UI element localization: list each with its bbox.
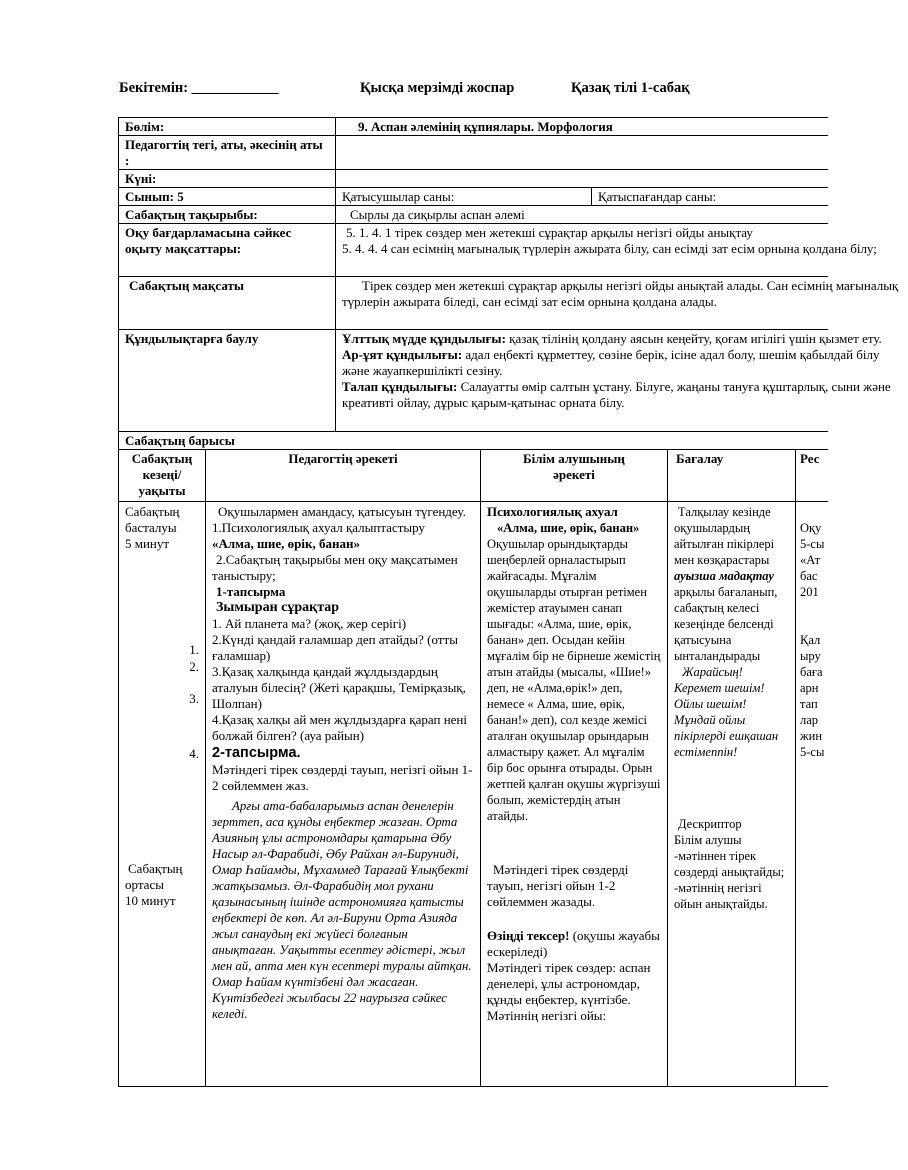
teacher-value xyxy=(336,136,828,169)
lesson-plan-table xyxy=(118,117,899,1087)
progress-title: Сабақтың барысы xyxy=(125,433,235,448)
date-value xyxy=(336,170,828,187)
student-activity-column: Психологиялық ахуал «Алма, шие, өрік, банан» Оқушылар орындықтарды шеңберлей орналастырып жайғасады. Мұғалім оқушыларды отырған ретімен жемістер атауымен санап шығады: «Алма, шие, өрік, банан» деп. Осыдан кейін мұғалім бір не бірнеше жемістің атын атайды (мысалы, «Шие!» деп, не «Алма,өрік!» деп, немесе « Алма, шие, өрік, банан!» деп), сол кезде жемісі аталған оқушылар орындарын алмастыру қажет. Ал мұғалім бір бос орынға отырады. Орын жетпей қалған оқушы жүргізуші болып, жемістердің атын атайды. Мәтіндегі тірек сөздерді тауып, негізгі ойын 1-2 сөйлеммен жазады. Өзіңді тексер! (оқушы жауабы ескеріледі) Мәтіндегі тірек сөздер: аспан денелері, ұлы астрономдар, құнды еңбектер, күнтізбе. Мәтіннің негізгі ойы: xyxy=(481,502,668,1086)
class-row xyxy=(119,188,828,206)
teacher-activity-header: Педагогтің әрекеті xyxy=(206,450,481,501)
assessment-header: Бағалау xyxy=(668,450,796,501)
absent-count: Қатыспағандар саны: xyxy=(598,189,717,204)
section-row xyxy=(119,118,828,136)
section-value: 9. Аспан әлемінің құпиялары. Морфология xyxy=(358,119,613,134)
stage-column: Сабақтың басталуы 5 минут 1. 2. 3. 4. Сабақтың ортасы 10 минут xyxy=(119,502,206,1086)
goal-value: Тірек сөздер мен жетекші сұрақтар арқылы негізгі ойды анықтай алады. Сан есімнің мағыналық түрлерін ажырата біледі, сан есімді зат есім орнына қолдана алады. xyxy=(342,278,899,309)
stage-header: Сабақтың кезеңі/ уақыты xyxy=(119,450,206,501)
resources-header: Рес xyxy=(800,451,820,466)
topic-value: Сырлы да сиқырлы аспан әлемі xyxy=(350,207,525,222)
date-label: Күні: xyxy=(119,170,336,187)
plan-title: Қысқа мерзімді жоспар xyxy=(360,80,515,96)
values-value: Ұлттық мүдде құндылығы: қазақ тілінің қолдану аясын кеңейту, қоғам игілігі үшін қызмет ету. Ар-ұят құндылығы: адал еңбекті құрметтеу, сөзіне берік, ісіне адал болу, шешім қабылдай білу және жауапкершілікті сезіну. Талап құндылығы: Салауатты өмір салтын ұстану. Білуге, жаңаны тануға құштарлық, сыни және креативті ойлау, дұрыс қарым-қатынас орната білу. xyxy=(342,331,891,410)
present-count: Қатысушылар саны: xyxy=(336,188,592,205)
values-label: Құндылықтарға баулу xyxy=(119,330,336,431)
assessment-column: Талқылау кезінде оқушылардың айтылған пікірлері мен көзқарастары ауызша мадақтау арқылы бағаланып, сабақтың келесі кезеңінде белсенді қатысуына ынталандырады Жарайсың! Керемет шешім! Ойлы шешім! Мұндай ойлы пікірлерді ешқашан естімеппін! Дескриптор Білім алушы -мәтіннен тірек сөздерді анықтайды; -мәтіннің негізгі ойын анықтайды. xyxy=(668,502,796,1086)
class-label: Сынып: 5 xyxy=(119,188,336,205)
values-row xyxy=(119,330,891,432)
progress-header-row xyxy=(119,450,828,502)
resources-column: Оқу 5-сы «Ат бас 201 Қал ыру баға арн тап лар жин 5-сы xyxy=(800,521,825,759)
goal-row xyxy=(119,277,899,330)
student-activity-header: Білім алушының әрекеті xyxy=(481,450,668,501)
lesson-body-row xyxy=(119,502,828,1087)
section-label: Бөлім: xyxy=(119,118,336,135)
teacher-row xyxy=(119,136,828,170)
approval-line: Бекітемін: ____________ xyxy=(119,80,279,96)
teacher-label: Педагогтің тегі, аты, әкесінің аты : xyxy=(119,136,336,169)
topic-label: Сабақтың тақырыбы: xyxy=(119,206,336,223)
objectives-value: 5. 1. 4. 1 тірек сөздер мен жетекші сұрақтар арқылы негізгі ойды анықтау 5. 4. 4. 4 сан есімнің мағыналық түрлерін ажырата білу, сан есімді зат есім орнына қолдана білу; xyxy=(342,225,877,256)
goal-label: Сабақтың мақсаты xyxy=(119,277,336,329)
progress-title-row xyxy=(119,432,828,450)
teacher-activity-column: Оқушылармен амандасу, қатысуын түгендеу. 1.Психологиялық ахуал қалыптастыру «Алма, шие, өрік, банан» 2.Сабақтың тақырыбы мен оқу мақсатымен таныстыру; 1-тапсырма Зымыран сұрақтар 1. Ай планета ма? (жоқ, жер серігі) 2.Күнді қандай ғаламшар деп атайды? (отты ғаламшар) 3.Қазақ халқында қандай жұлдыздардың аталуын білесің? (Жеті қарақшы, Темірқазық, Шолпан) 4.Қазақ халқы ай мен жұлдыздарға қарап нені болжай білген? (ауа райын) 2-тапсырма. Мәтіндегі тірек сөздерді тауып, негізгі ойын 1-2 сөйлеммен жаз. Арғы ата-бабаларымыз аспан денелерін зерттеп, аса құнды еңбектер жазған. Орта Азияның ұлы астрономдары қатарына Әбу Насыр әл-Фарабиді, Әбу Райхан әл-Бируниді, Омар Һайамды, Мұхаммед Тарағай Ұлықбекті жатқызамыз. Әл-Фарабидің мол рухани қазынасының ішінде астрономияға қатысты еңбектері де көп. Ал әл-Бируни Орта Азияда жыл санаудың екі жүйесі болғанын анықтаған. Уақытты есептеу әдістері, жыл мен ай, апта мен күн есептері туралы айтқан. Омар Һайам күнтізбені дәл жасаған. Күнтізбедегі жылбасы 22 наурызға сәйкес келеді. xyxy=(206,502,481,1086)
objectives-row xyxy=(119,224,877,277)
objectives-label: Оқу бағдарламасына сәйкес оқыту мақсаттары: xyxy=(119,224,336,276)
topic-row xyxy=(119,206,828,224)
subject-title: Қазақ тілі 1-сабақ xyxy=(571,80,690,96)
date-row xyxy=(119,170,828,188)
